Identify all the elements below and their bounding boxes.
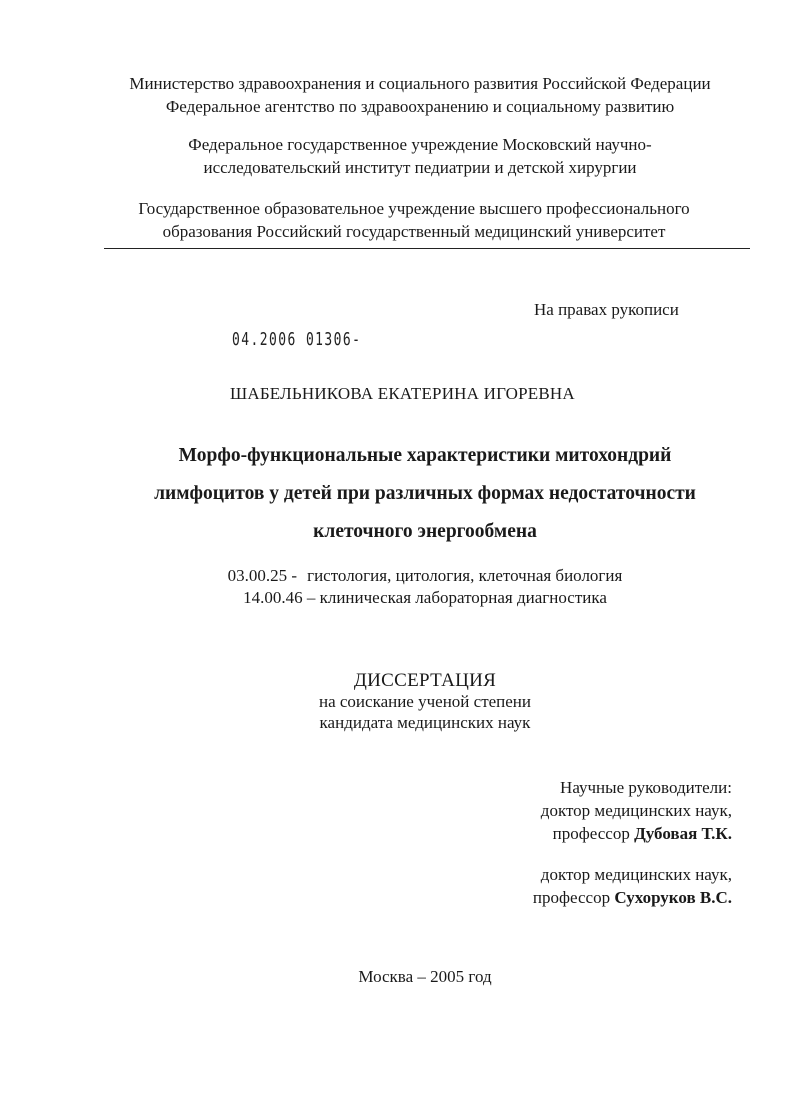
supervisor-1-degree: доктор медицинских наук, [540, 801, 732, 820]
supervisor-2 [533, 886, 732, 909]
dissertation-title [60, 437, 790, 551]
dissertation-block [60, 670, 790, 733]
registration-stamp: 04.2006 01306- [232, 329, 362, 350]
degree-line-1: на соискание ученой степени [318, 692, 532, 711]
specialty-code: 03.00.25 - [227, 566, 298, 585]
city-year: Москва – 2005 год [358, 967, 492, 986]
specialty-name: гистология, цитология, клеточная биология [307, 566, 623, 585]
header-divider [104, 248, 750, 249]
supervisor-2-rank: профессор [532, 888, 611, 907]
supervisors-block [533, 776, 732, 909]
institute-header [60, 133, 780, 179]
specialties [60, 565, 790, 609]
ministry-line-2: Федеральное агентство по здравоохранению и социальному развитию [165, 97, 675, 116]
ministry-header [60, 72, 780, 118]
title-line-3: клеточного энергообмена [313, 521, 537, 542]
institute-line-1: Федеральное государственное учреждение Московский научно- [188, 135, 652, 154]
author-name: ШАБЕЛЬНИКОВА ЕКАТЕРИНА ИГОРЕВНА [230, 384, 575, 403]
specialty-name: клиническая лабораторная диагностика [319, 588, 607, 607]
university-header [56, 197, 772, 243]
title-line-2: лимфоцитов у детей при различных формах недостаточности [154, 483, 696, 504]
university-line-1: Государственное образовательное учреждение высшего профессионального [138, 199, 690, 218]
degree-line-2: кандидата медицинских наук [319, 713, 531, 732]
institute-line-2: исследовательский институт педиатрии и детской хирургии [203, 158, 637, 177]
supervisor-1-rank: профессор [552, 824, 630, 843]
supervisors-heading: Научные руководители: [560, 778, 732, 797]
title-line-1: Морфо-функциональные характеристики митохондрий [178, 445, 672, 466]
ministry-line-1: Министерство здравоохранения и социального развития Российской Федерации [129, 74, 711, 93]
supervisor-1 [533, 822, 732, 845]
supervisor-1-name: Дубовая Т.К. [634, 824, 732, 843]
supervisor-2-name: Сухоруков В.С. [614, 888, 732, 907]
specialty-2 [60, 587, 790, 609]
rights-note: На правах рукописи [534, 300, 679, 319]
dissertation-heading: ДИССЕРТАЦИЯ [353, 670, 497, 691]
specialty-1 [60, 565, 790, 587]
supervisor-2-degree: доктор медицинских наук, [540, 865, 732, 884]
university-line-2: образования Российский государственный медицинский университет [162, 222, 666, 241]
specialty-code: 14.00.46 – [243, 588, 316, 607]
